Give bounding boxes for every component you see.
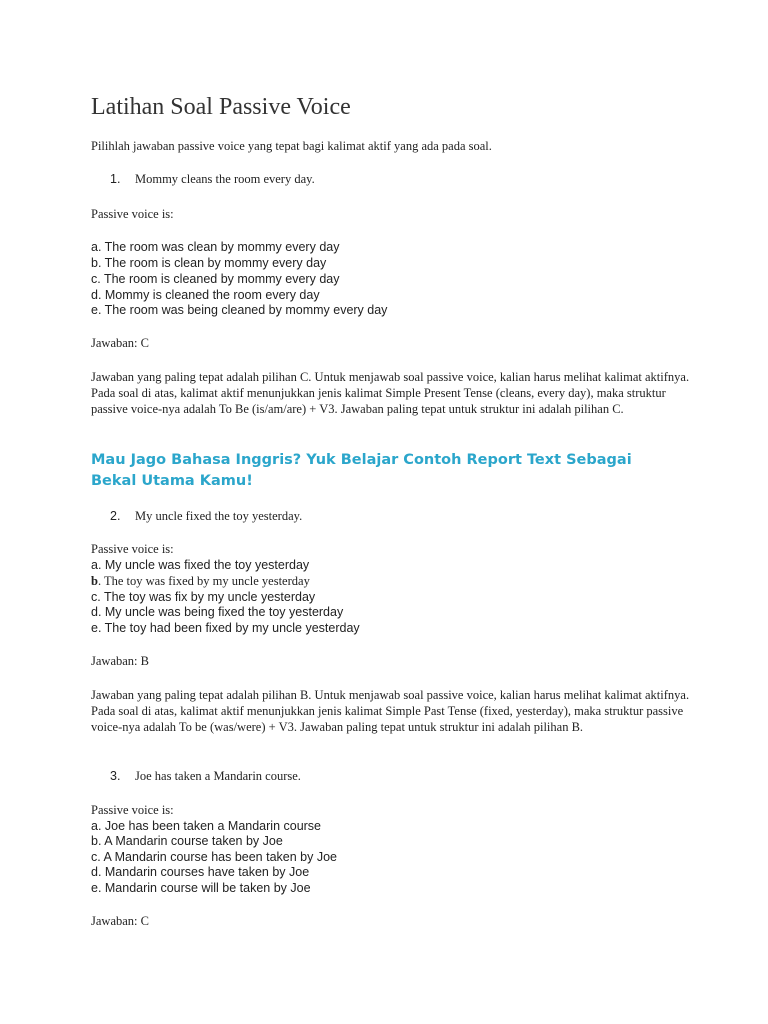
option-c: c. A Mandarin course has been taken by Joe [91,850,337,864]
option-e: e. Mandarin course will be taken by Joe [91,881,311,895]
option-d: d. My uncle was being fixed the toy yesterday [91,605,344,619]
question-1 [110,171,315,187]
passive-voice-prompt: Passive voice is: [91,542,174,556]
option-a: a. The room was clean by mommy every day [91,240,340,254]
answer-text: Jawaban: C [91,914,149,928]
option-b: b. The room is clean by mommy every day [91,256,327,270]
explanation-text: Jawaban yang paling tepat adalah pilihan C. Untuk menjawab soal passive voice, kalian harus melihat kalimat aktifnya. Pada soal di atas, kalimat aktif menunjukkan jenis kalimat Simple Present Tense (cleans, every day), maka struktur passive voice-nya adalah To Be (is/am/are) + V3. Jawaban paling tepat untuk struktur ini adalah pilihan C. [91,370,690,416]
explanation-text: Jawaban yang paling tepat adalah pilihan B. Untuk menjawab soal passive voice, kalian harus melihat kalimat aktifnya. Pada soal di atas, kalimat aktif menunjukkan jenis kalimat Simple Past Tense (fixed, yesterday), maka struktur passive voice-nya adalah To be (was/were) + V3. Jawaban paling tepat untuk struktur ini adalah pilihan B. [91,688,690,734]
option-a: a. My uncle was fixed the toy yesterday [91,558,310,572]
question-text: Mommy cleans the room every day. [135,172,315,186]
option-c: c. The toy was fix by my uncle yesterday [91,590,316,604]
option-b [91,573,310,589]
answer-text: Jawaban: C [91,336,149,350]
option-letter: b [91,574,98,588]
question-number: 1. [110,172,121,186]
question-text: My uncle fixed the toy yesterday. [135,509,303,523]
option-e: e. The toy had been fixed by my uncle yesterday [91,621,360,635]
option-c: c. The room is cleaned by mommy every day [91,272,340,286]
option-d: d. Mandarin courses have taken by Joe [91,865,310,879]
question-number: 3. [110,769,121,783]
option-text: . The toy was fixed by my uncle yesterday [97,574,310,588]
question-2 [110,508,302,524]
answer-text: Jawaban: B [91,654,149,668]
option-a: a. Joe has been taken a Mandarin course [91,819,322,833]
passive-voice-prompt: Passive voice is: [91,803,174,817]
option-e: e. The room was being cleaned by mommy every day [91,303,388,317]
question-3 [110,768,301,784]
passive-voice-prompt: Passive voice is: [91,207,174,221]
option-d: d. Mommy is cleaned the room every day [91,288,320,302]
question-text: Joe has taken a Mandarin course. [135,769,301,783]
option-b: b. A Mandarin course taken by Joe [91,834,283,848]
page-title: Latihan Soal Passive Voice [91,94,351,120]
question-number: 2. [110,509,121,523]
intro-text: Pilihlah jawaban passive voice yang tepat bagi kalimat aktif yang ada pada soal. [91,139,492,153]
related-article-link[interactable]: Mau Jago Bahasa Inggris? Yuk Belajar Contoh Report Text Sebagai Bekal Utama Kamu! [91,452,632,489]
